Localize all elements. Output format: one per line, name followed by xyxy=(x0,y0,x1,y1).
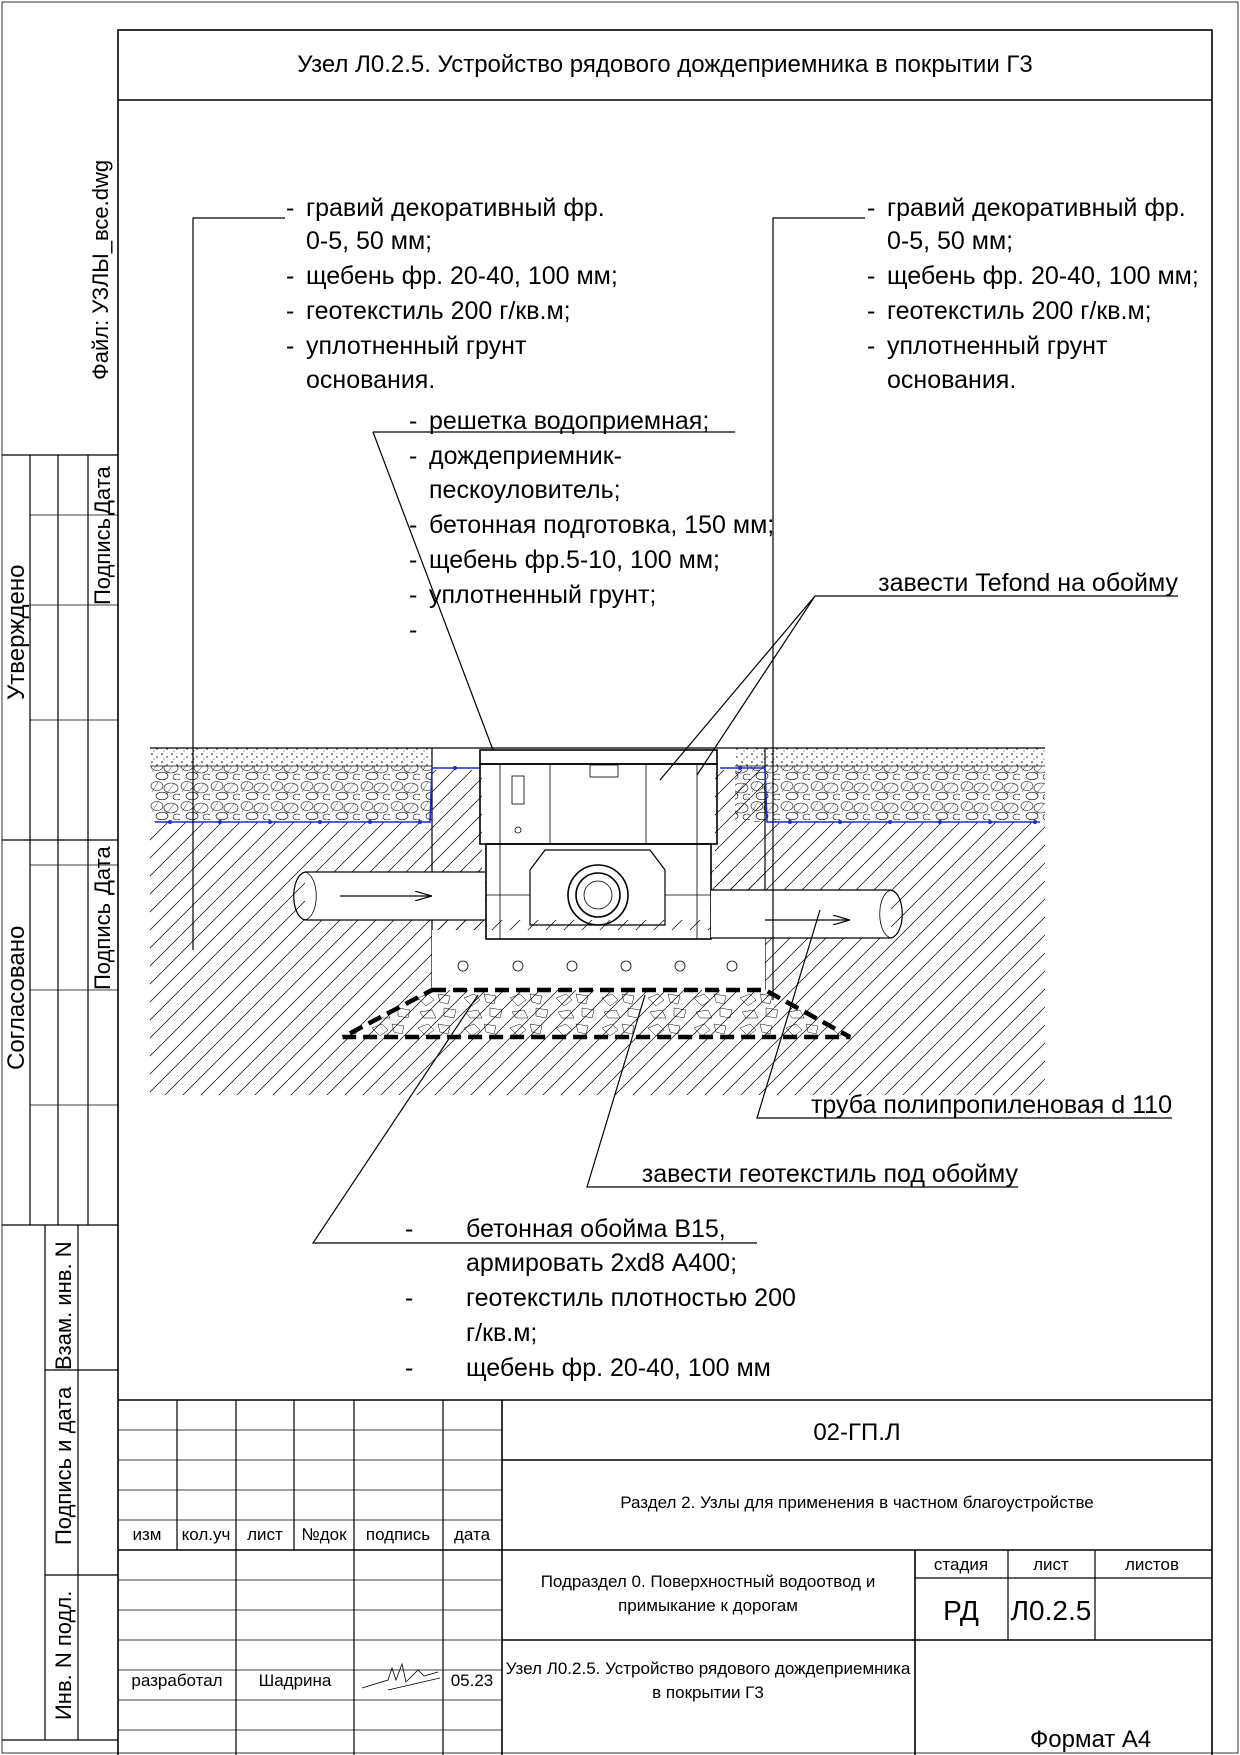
svg-text:бетонная обойма В15,: бетонная обойма В15, xyxy=(466,1215,726,1243)
svg-text:геотекстиль 200 г/кв.м;: геотекстиль 200 г/кв.м; xyxy=(887,297,1152,325)
svg-text:кол.уч: кол.уч xyxy=(181,1525,231,1544)
svg-text:щебень фр.5-10, 100 мм;: щебень фр.5-10, 100 мм; xyxy=(429,546,720,574)
inlet-pipe xyxy=(294,872,485,920)
stamp-node-line2: в покрытии Г3 xyxy=(652,1683,764,1702)
svg-text:уплотненный грунт: уплотненный грунт xyxy=(887,332,1108,360)
svg-text:лист: лист xyxy=(247,1525,283,1544)
svg-text:-: - xyxy=(286,194,295,222)
center-layers-annotation xyxy=(409,407,774,644)
svg-text:гравий декоративный фр.: гравий декоративный фр. xyxy=(887,194,1186,222)
sign-label-1: Подпись xyxy=(90,517,115,605)
svg-text:щебень фр. 20-40, 100 мм;: щебень фр. 20-40, 100 мм; xyxy=(887,262,1199,290)
svg-text:0-5, 50 мм;: 0-5, 50 мм; xyxy=(306,227,433,255)
format-label: Формат А4 xyxy=(1030,1726,1152,1753)
stamp-date: 05.23 xyxy=(450,1671,494,1690)
stamp-developer: Шадрина xyxy=(258,1671,332,1690)
svg-text:-: - xyxy=(409,511,418,539)
svg-text:-: - xyxy=(409,546,418,574)
svg-text:-: - xyxy=(405,1215,414,1243)
svg-text:-: - xyxy=(409,581,418,609)
svg-text:-: - xyxy=(867,332,876,360)
svg-text:геотекстиль 200 г/кв.м;: геотекстиль 200 г/кв.м; xyxy=(306,297,571,325)
geotextile-under-annotation: завести геотекстиль под обойму xyxy=(641,1160,1018,1188)
vzam-inv-label: Взам. инв. N xyxy=(51,1241,76,1370)
stamp-node-line1: Узел Л0.2.5. Устройство рядового дождеприемника xyxy=(505,1659,911,1678)
date-label-2: Дата xyxy=(90,846,115,895)
date-label-1: Дата xyxy=(90,466,115,515)
svg-text:-: - xyxy=(867,297,876,325)
svg-text:-: - xyxy=(867,194,876,222)
rainwater-inlet xyxy=(480,750,717,939)
svg-text:основания.: основания. xyxy=(887,366,1017,394)
agreed-label: Согласовано xyxy=(3,925,30,1070)
bottom-layers-annotation xyxy=(405,1215,796,1382)
right-layers-annotation xyxy=(867,194,1199,394)
svg-text:изм: изм xyxy=(132,1525,162,1544)
signature-mark xyxy=(362,1664,440,1690)
pipe-annotation: труба полипропиленовая d 110 xyxy=(810,1091,1172,1119)
svg-text:-: - xyxy=(867,262,876,290)
svg-text:-: - xyxy=(286,332,295,360)
stamp-sheets-label: листов xyxy=(1125,1555,1179,1574)
svg-text:-: - xyxy=(405,1354,414,1382)
left-layers-annotation xyxy=(286,194,618,394)
svg-text:г/кв.м;: г/кв.м; xyxy=(466,1319,538,1347)
svg-text:пескоуловитель;: пескоуловитель; xyxy=(429,476,621,504)
drawing-title: Узел Л0.2.5. Устройство рядового дождеприемника в покрытии Г3 xyxy=(297,51,1033,78)
stamp-sheet-value: Л0.2.5 xyxy=(1010,1595,1092,1626)
stamp-subsection-line2: примыкание к дорогам xyxy=(618,1596,798,1615)
svg-text:решетка водоприемная;: решетка водоприемная; xyxy=(429,407,710,435)
svg-text:бетонная подготовка, 150 мм;: бетонная подготовка, 150 мм; xyxy=(429,511,775,539)
svg-text:дождеприемник-: дождеприемник- xyxy=(429,442,622,470)
stamp-developed-label: разработал xyxy=(131,1671,223,1690)
stamp-stage-label: стадия xyxy=(933,1555,989,1574)
svg-text:-: - xyxy=(409,407,418,435)
inv-podl-label: Инв. N подл. xyxy=(51,1590,76,1720)
svg-text:щебень фр. 20-40, 100 мм;: щебень фр. 20-40, 100 мм; xyxy=(306,262,618,290)
svg-text:геотекстиль плотностью 200: геотекстиль плотностью 200 xyxy=(466,1284,796,1312)
stamp-section: Раздел 2. Узлы для применения в частном благоустройстве xyxy=(620,1493,1094,1512)
stamp-stage-value: РД xyxy=(943,1595,979,1626)
svg-text:уплотненный грунт: уплотненный грунт xyxy=(306,332,527,360)
svg-text:гравий декоративный фр.: гравий декоративный фр. xyxy=(306,194,605,222)
stamp-sheet-label: лист xyxy=(1033,1555,1069,1574)
svg-text:0-5, 50 мм;: 0-5, 50 мм; xyxy=(887,227,1014,255)
svg-text:армировать 2хd8 А400;: армировать 2хd8 А400; xyxy=(466,1249,738,1277)
svg-text:№док: №док xyxy=(301,1525,347,1544)
podpis-data-label: Подпись и дата xyxy=(51,1386,76,1545)
svg-text:-: - xyxy=(409,616,418,644)
sign-label-2: Подпись xyxy=(90,902,115,990)
svg-text:подпись: подпись xyxy=(365,1525,431,1544)
svg-text:-: - xyxy=(286,297,295,325)
stamp-code: 02-ГП.Л xyxy=(813,1419,901,1446)
svg-text:-: - xyxy=(286,262,295,290)
svg-text:дата: дата xyxy=(453,1525,491,1544)
stamp-subsection-line1: Подраздел 0. Поверхностный водоотвод и xyxy=(540,1572,876,1591)
approved-label: Утверждено xyxy=(3,564,30,700)
svg-text:основания.: основания. xyxy=(306,366,436,394)
svg-text:-: - xyxy=(409,442,418,470)
file-label: Файл: УЗЛЫ_все.dwg xyxy=(88,159,113,380)
ground-section xyxy=(150,748,1045,1095)
outlet-pipe xyxy=(711,890,902,938)
stamp-headers xyxy=(133,1525,491,1544)
svg-text:уплотненный грунт;: уплотненный грунт; xyxy=(429,581,657,609)
svg-text:щебень фр. 20-40, 100 мм: щебень фр. 20-40, 100 мм xyxy=(466,1354,771,1382)
svg-text:-: - xyxy=(405,1284,414,1312)
tefond-annotation: завести Tefond на обойму xyxy=(878,569,1178,597)
